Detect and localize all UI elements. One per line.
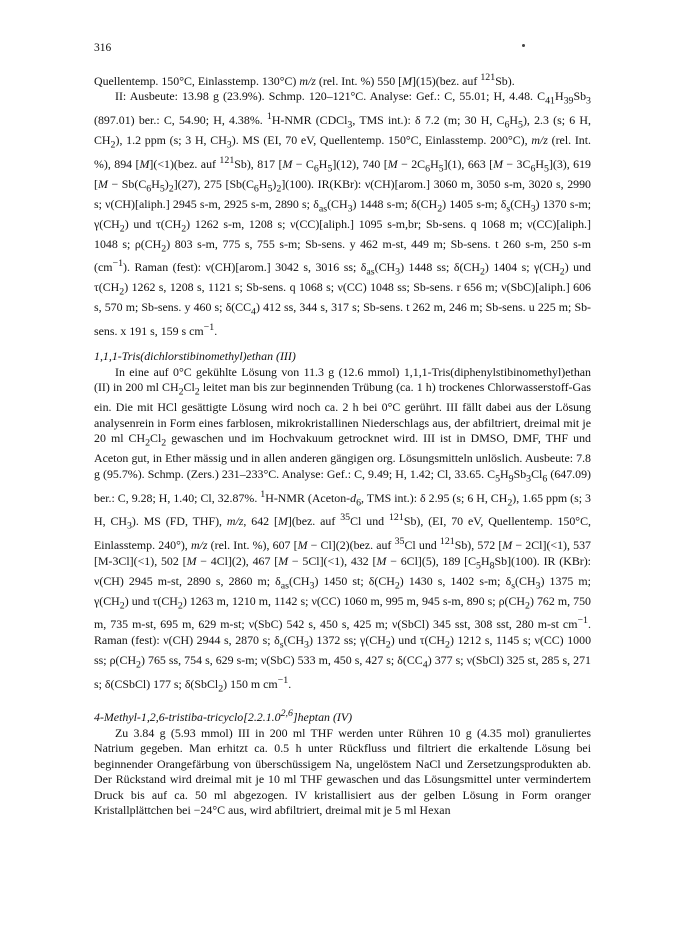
paragraph-compound-II: II: Ausbeute: 13.98 g (23.9%). Schmp. 120–121°C. Analyse: Gef.: C, 55.01; H, 4.48. $C_{41}H_{39}Sb_3$ (897.01) ber.: C, 54.90; H, 4.38%. $^1$H-NMR (CDCl$_3$, TMS int.): δ 7.2 (m; 30 H, $C_6H_5$), 2.3 (s; 6 H, $CH_2$), 1.2 ppm (s; 3 H, $CH_3$). MS (EI, 70 eV, Quellentemp. 150°C, Einlasstemp. 200°C), m/z (rel. Int. %), 894 [M](<1)(bez. auf $^{121}$Sb), 817 $[M - C_6H_5](12)$, 740 $[M - 2C_6H_5](1)$, 663 $[M - 3C_6H_5](3)$, 619 $[M - Sb(C_6H_5)_2](27)$, 275 $[Sb(C_6H_5)_2](100)$. IR(KBr): ν(CH)[arom.] 3060 m, 3050 s-m, 3020 s, 2990 s; ν(CH)[aliph.] 2945 s-m, 2925 s-m, 2890 s; $\delta_{as}(CH_3)$ 1448 s-m; $\delta(CH_2)$ 1405 s-m; $\delta_s(CH_3)$ 1370 s-m; $\gamma(CH_2)$ und $\tau(CH_2)$ 1262 s-m, 1208 s; ν(CC)[aliph.] 1095 s-m,br; Sb-sens. q 1068 m; ν(CC)[aliph.] 1048 s; $\rho(CH_2)$ 803 s-m, 775 s, 755 s-m; Sb-sens. y 462 m-st, 449 m; Sb-sens. t 260 s-m, 250 s-m $(cm^{-1})$. Raman (fest): ν(CH)[arom.] 3042 s, 3016 ss; $\delta_{as}(CH_3)$ 1448 ss; $\delta(CH_2)$ 1404 s; $\gamma(CH_2)$ und $\tau(CH_2)$ 1262 s, 1208 s, 1121 s; Sb-sens. q 1068 s; ν(CC) 1048 ss; Sb-sens. r 656 m; ν(SbC)[aliph.] 606 s, 570 m; Sb-sens. y 460 s; $\delta(CC_4)$ 412 ss, 344 s, 317 s; Sb-sens. t 262 m, 246 m; Sb-sens. u 225 m; Sb-sens. x 191 s, 159 s $cm^{-1}$. <box>94 89 592 338</box>
scan-speck <box>522 44 525 47</box>
paragraph-ms-continuation: Quellentemp. 150°C, Einlasstemp. 130°C) m/z (rel. Int. %) 550 [M](15)(bez. auf $^{121}$Sb). <box>94 72 515 88</box>
page-number: 316 <box>94 42 112 54</box>
section-heading-III: 1,1,1-Tris(dichlorstibinomethyl)ethan (III) <box>94 349 296 364</box>
paragraph-compound-IV: Zu 3.84 g (5.93 mmol) III in 200 ml THF werden unter Rühren 10 g (4.35 mol) granuliertes Natrium gegeben. Man erhitzt ca. 0.5 h unter Rückfluss und filtriert die erkaltende Lösung bei beginnender Orangefärbung von überschüssigem Na, ungelöstem NaCl und Zersetzungsprodukten ab. Der Rückstand wird dreimal mit je 10 ml THF gewaschen und das Lösungsmittel unter vermindertem Druck bis auf ca. 50 ml abgezogen. IV kristallisiert aus der gelben Lösung in Form oranger Kristallplättchen bei −24°C aus, wird abfiltriert, dreimal mit je 5 ml Hexan <box>94 725 591 818</box>
paragraph-compound-III: In eine auf 0°C gekühlte Lösung von 11.3 g (12.6 mmol) 1,1,1-Tris(diphenylstibinomethyl)ethan (II) in 200 ml $CH_2Cl_2$ leitet man bis zur beginnenden Trübung (ca. 1 h) trockenes Chlorwasserstoff-Gas ein. Die mit HCl gesättigte Lösung wird noch ca. 2 h bei 0°C gerührt. III fällt dabei aus der Lösung analysenrein in Form eines farblosen, mikrokristallinen Niederschlags aus, der abfiltriert, dreimal mit je 20 ml $CH_2Cl_2$ gewaschen und im Hochvakuum getrocknet wird. III ist in DMSO, DMF, THF und Aceton gut, in Ether mässig und in allen anderen gängigen org. Lösungsmitteln unlöslich. Ausbeute: 7.8 g (95.7%). Schmp. (Zers.) 231–233°C. Analyse: Gef.: C, 9.49; H, 1.42; Cl, 33.65. $C_5H_9Sb_3Cl_6$ (647.09) ber.: C, 9.28; H, 1.40; Cl, 32.87%. $^1$H-NMR ($Aceton-d_6$, TMS int.): δ 2.95 (s; 6 H, $CH_2$), 1.65 ppm (s; 3 H, $CH_3$). MS (FD, THF), m/z, 642 [M](bez. auf $^{35}$Cl und $^{121}$Sb), (EI, 70 eV, Quellentemp. 150°C, Einlasstemp. 240°), m/z (rel. Int. %), 607 [M − Cl](2)(bez. auf $^{35}$Cl und $^{121}$Sb), 572 [M − 2Cl](<1), 537 [M-3Cl](<1), 502 [M − 4Cl](2), 467 [M − 5Cl](<1), 432 [M − 6Cl](5), 189 $[C_5H_8Sb](100)$. IR (KBr): ν(CH) 2945 m-st, 2890 s, 2860 m; $\delta_{as}(CH_3)$ 1450 st; $\delta(CH_2)$ 1430 s, 1402 s-m; $\delta_s(CH_3)$ 1375 m; $\gamma(CH_2)$ und $\tau(CH_2)$ 1263 m, 1210 m, 1142 s; ν(CC) 1060 m, 995 m, 945 s-m, 890 s; $\rho(CH_2)$ 762 m, 750 m, 735 m-st, 695 m, 629 m-st; ν(SbC) 542 s, 450 s, 425 m; ν(SbCl) 345 sst, 308 sst, 280 m-st $cm^{-1}$. Raman (fest): ν(CH) 2944 s, 2870 s; $\delta_s(CH_3)$ 1372 ss; $\gamma(CH_2)$ und $\tau(CH_2)$ 1212 s, 1145 s; ν(CC) 1000 ss; $\rho(CH_2)$ 765 ss, 754 s, 629 s-m; ν(SbC) 533 m, 450 s, 427 s; $\delta(CC_4)$ 377 s; ν(SbCl) 325 st, 285 s, 271 s; δ(CSbCl) 177 s; δ(SbCl$_2$) 150 m $cm^{-1}$. <box>94 364 592 694</box>
page-body <box>94 70 591 819</box>
section-heading-IV: 4-Methyl-1,2,6-tristiba-tricyclo[2.2.1.0$^{2,6}$]heptan (IV) <box>94 708 353 725</box>
